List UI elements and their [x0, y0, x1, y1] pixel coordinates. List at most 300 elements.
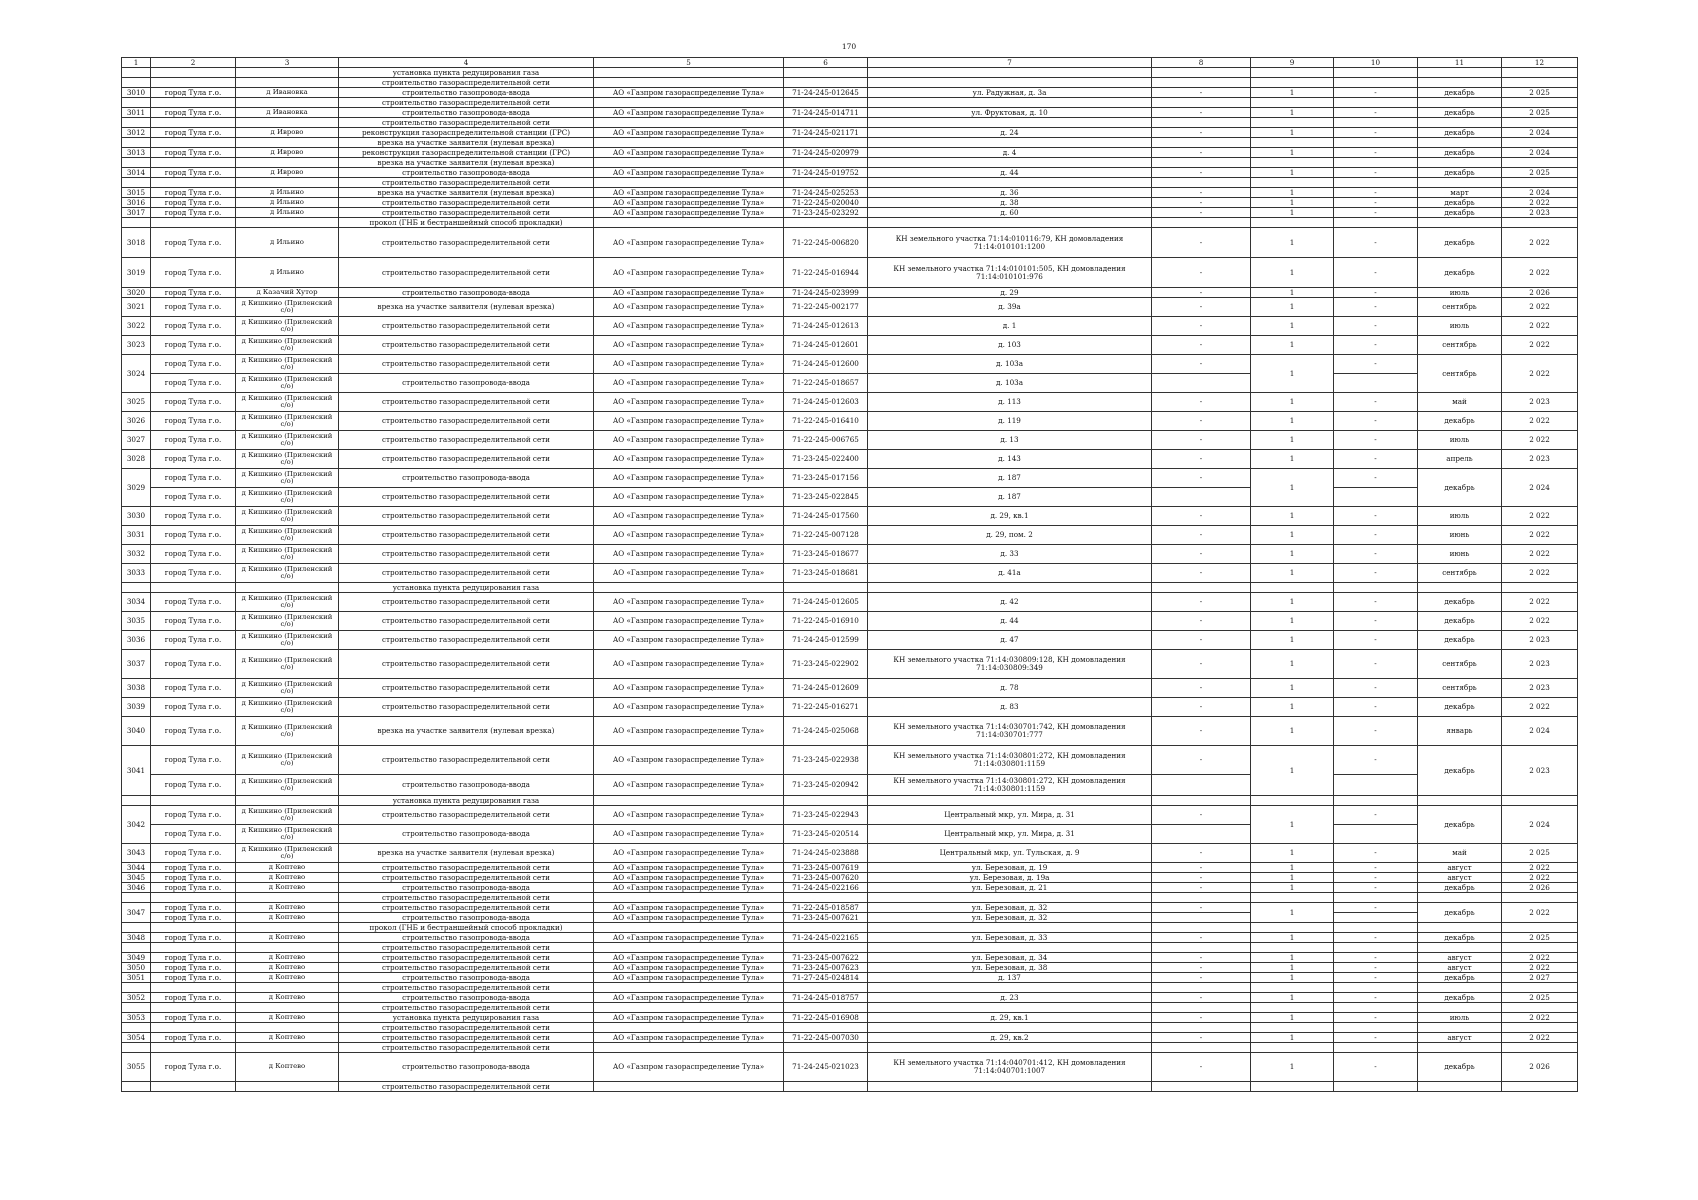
application-number: 71-24-245-018757: [784, 993, 868, 1003]
application-number: 71-24-245-012601: [784, 336, 868, 355]
row-number: 3044: [122, 863, 151, 873]
year: 2 023: [1502, 631, 1578, 650]
empty-cell: [868, 118, 1152, 128]
row-number: 3037: [122, 650, 151, 679]
work-type: строительство газораспределительной сети: [339, 631, 594, 650]
municipality: город Тула г.о.: [151, 806, 236, 825]
organization: АО «Газпром газораспределение Тула»: [594, 775, 784, 796]
address: д. 47: [868, 631, 1152, 650]
organization: АО «Газпром газораспределение Тула»: [594, 825, 784, 844]
locality: д Ильино: [236, 228, 339, 258]
work-note: строительство газораспределительной сети: [339, 1082, 594, 1092]
municipality: город Тула г.о.: [151, 1053, 236, 1082]
empty-cell: [594, 78, 784, 88]
municipality: город Тула г.о.: [151, 450, 236, 469]
organization: АО «Газпром газораспределение Тула»: [594, 903, 784, 913]
municipality: город Тула г.о.: [151, 208, 236, 218]
address: д. 29, кв.1: [868, 507, 1152, 526]
application-number: 71-23-245-022902: [784, 650, 868, 679]
empty-cell: [151, 68, 236, 78]
work-type: строительство газопровода-ввода: [339, 469, 594, 488]
table-row: [122, 679, 1578, 698]
month: август: [1418, 963, 1502, 973]
application-number: 71-22-245-016910: [784, 612, 868, 631]
year: 2 025: [1502, 933, 1578, 943]
column-header: 11: [1418, 58, 1502, 68]
row-number: 3051: [122, 973, 151, 983]
year: 2 022: [1502, 198, 1578, 208]
empty-cell: [868, 78, 1152, 88]
value-col8: -: [1152, 1013, 1251, 1023]
empty-cell: [784, 178, 868, 188]
locality: д Коптево: [236, 973, 339, 983]
empty-cell: [868, 178, 1152, 188]
empty-cell: [1152, 583, 1251, 593]
empty-cell: [236, 178, 339, 188]
value-col8: -: [1152, 88, 1251, 98]
month: сентябрь: [1418, 336, 1502, 355]
value-col8: -: [1152, 883, 1251, 893]
work-type: врезка на участке заявителя (нулевая врезка): [339, 188, 594, 198]
year: 2 026: [1502, 883, 1578, 893]
value-col10: -: [1334, 148, 1418, 158]
value-col8: [1152, 913, 1251, 923]
empty-cell: [1502, 1023, 1578, 1033]
empty-cell: [122, 923, 151, 933]
year: 2 026: [1502, 288, 1578, 298]
note-row: [122, 1023, 1578, 1033]
application-number: 71-24-245-025253: [784, 188, 868, 198]
empty-cell: [784, 138, 868, 148]
table-row: [122, 298, 1578, 317]
address: д. 113: [868, 393, 1152, 412]
application-number: 71-23-245-018681: [784, 564, 868, 583]
empty-cell: [868, 1023, 1152, 1033]
empty-cell: [1418, 98, 1502, 108]
count: 1: [1251, 564, 1334, 583]
value-col8: -: [1152, 564, 1251, 583]
row-number: 3030: [122, 507, 151, 526]
municipality: город Тула г.о.: [151, 298, 236, 317]
year: 2 022: [1502, 953, 1578, 963]
locality: д Коптево: [236, 903, 339, 913]
empty-cell: [122, 138, 151, 148]
value-col8: -: [1152, 679, 1251, 698]
value-col10: -: [1334, 973, 1418, 983]
empty-cell: [236, 583, 339, 593]
work-type: строительство газораспределительной сети: [339, 806, 594, 825]
empty-cell: [122, 1003, 151, 1013]
value-col8: -: [1152, 903, 1251, 913]
month: декабрь: [1418, 612, 1502, 631]
year: 2 023: [1502, 393, 1578, 412]
work-note: строительство газораспределительной сети: [339, 1043, 594, 1053]
table-row: [122, 883, 1578, 893]
address: ул. Радужная, д. 3а: [868, 88, 1152, 98]
year: 2 022: [1502, 355, 1578, 393]
application-number: 71-23-245-022845: [784, 488, 868, 507]
empty-cell: [122, 98, 151, 108]
value-col10: -: [1334, 450, 1418, 469]
empty-cell: [1418, 943, 1502, 953]
empty-cell: [784, 158, 868, 168]
organization: АО «Газпром газораспределение Тула»: [594, 374, 784, 393]
count: 1: [1251, 545, 1334, 564]
empty-cell: [1502, 158, 1578, 168]
municipality: город Тула г.о.: [151, 650, 236, 679]
work-type: строительство газораспределительной сети: [339, 507, 594, 526]
organization: АО «Газпром газораспределение Тула»: [594, 650, 784, 679]
sub-row: [122, 913, 1578, 923]
value-col8: -: [1152, 298, 1251, 317]
empty-cell: [1502, 98, 1578, 108]
application-number: 71-24-245-014711: [784, 108, 868, 118]
work-type: строительство газопровода-ввода: [339, 913, 594, 923]
work-note: установка пункта редуцирования газа: [339, 583, 594, 593]
locality: д Иврово: [236, 128, 339, 138]
note-row: [122, 218, 1578, 228]
row-number: 3024: [122, 355, 151, 393]
column-header: 9: [1251, 58, 1334, 68]
month: декабрь: [1418, 88, 1502, 98]
year: 2 023: [1502, 679, 1578, 698]
value-col8: -: [1152, 507, 1251, 526]
column-header: 5: [594, 58, 784, 68]
year: 2 023: [1502, 208, 1578, 218]
application-number: 71-22-245-016271: [784, 698, 868, 717]
month: сентябрь: [1418, 298, 1502, 317]
empty-cell: [236, 68, 339, 78]
empty-cell: [151, 943, 236, 953]
locality: д Ивановка: [236, 108, 339, 118]
empty-cell: [236, 218, 339, 228]
column-header: 10: [1334, 58, 1418, 68]
empty-cell: [1152, 796, 1251, 806]
note-row: [122, 923, 1578, 933]
sub-row: [122, 825, 1578, 844]
empty-cell: [868, 983, 1152, 993]
row-number: 3048: [122, 933, 151, 943]
count: 1: [1251, 108, 1334, 118]
value-col8: -: [1152, 993, 1251, 1003]
table-row: [122, 355, 1578, 374]
empty-cell: [1251, 1082, 1334, 1092]
locality: д Кишкино (Приленский с/о): [236, 746, 339, 775]
work-type: строительство газопровода-ввода: [339, 288, 594, 298]
row-number: 3039: [122, 698, 151, 717]
page-number: 170: [841, 42, 857, 51]
value-col8: -: [1152, 198, 1251, 208]
count: 1: [1251, 168, 1334, 178]
empty-cell: [1418, 1082, 1502, 1092]
value-col8: [1152, 374, 1251, 393]
table-row: [122, 1013, 1578, 1023]
value-col10: -: [1334, 993, 1418, 1003]
month: декабрь: [1418, 993, 1502, 1003]
year: 2 022: [1502, 545, 1578, 564]
note-row: [122, 943, 1578, 953]
note-row: [122, 583, 1578, 593]
value-col8: -: [1152, 933, 1251, 943]
month: июнь: [1418, 545, 1502, 564]
value-col8: -: [1152, 317, 1251, 336]
empty-cell: [1152, 218, 1251, 228]
empty-cell: [1251, 98, 1334, 108]
application-number: 71-27-245-024814: [784, 973, 868, 983]
value-col10: [1334, 825, 1418, 844]
month: май: [1418, 844, 1502, 863]
row-number: 3029: [122, 469, 151, 507]
empty-cell: [1334, 923, 1418, 933]
locality: д Ильино: [236, 208, 339, 218]
empty-cell: [122, 158, 151, 168]
empty-cell: [1251, 78, 1334, 88]
municipality: город Тула г.о.: [151, 679, 236, 698]
month: декабрь: [1418, 806, 1502, 844]
work-type: строительство газораспределительной сети: [339, 698, 594, 717]
table-row: [122, 1053, 1578, 1082]
month: июль: [1418, 288, 1502, 298]
organization: АО «Газпром газораспределение Тула»: [594, 883, 784, 893]
empty-cell: [151, 923, 236, 933]
empty-cell: [1502, 138, 1578, 148]
organization: АО «Газпром газораспределение Тула»: [594, 228, 784, 258]
count: 1: [1251, 883, 1334, 893]
empty-cell: [784, 943, 868, 953]
empty-cell: [784, 78, 868, 88]
value-col8: -: [1152, 973, 1251, 983]
municipality: город Тула г.о.: [151, 148, 236, 158]
year: 2 023: [1502, 650, 1578, 679]
municipality: город Тула г.о.: [151, 393, 236, 412]
organization: АО «Газпром газораспределение Тула»: [594, 526, 784, 545]
address: Центральный мкр, ул. Тульская, д. 9: [868, 844, 1152, 863]
value-col10: -: [1334, 355, 1418, 374]
empty-cell: [151, 98, 236, 108]
empty-cell: [1152, 1023, 1251, 1033]
value-col10: -: [1334, 298, 1418, 317]
application-number: 71-23-245-023292: [784, 208, 868, 218]
work-note: строительство газораспределительной сети: [339, 98, 594, 108]
year: 2 022: [1502, 412, 1578, 431]
value-col10: -: [1334, 469, 1418, 488]
empty-cell: [868, 218, 1152, 228]
empty-cell: [1502, 943, 1578, 953]
empty-cell: [1334, 583, 1418, 593]
organization: АО «Газпром газораспределение Тула»: [594, 288, 784, 298]
address: д. 187: [868, 469, 1152, 488]
locality: д Коптево: [236, 863, 339, 873]
empty-cell: [594, 583, 784, 593]
month: август: [1418, 1033, 1502, 1043]
row-number: 3014: [122, 168, 151, 178]
address: д. 137: [868, 973, 1152, 983]
work-note: строительство газораспределительной сети: [339, 943, 594, 953]
work-type: строительство газораспределительной сети: [339, 963, 594, 973]
work-type: строительство газораспределительной сети: [339, 336, 594, 355]
organization: АО «Газпром газораспределение Тула»: [594, 128, 784, 138]
application-number: 71-22-245-018587: [784, 903, 868, 913]
month: июль: [1418, 317, 1502, 336]
work-note: строительство газораспределительной сети: [339, 1023, 594, 1033]
empty-cell: [784, 796, 868, 806]
organization: АО «Газпром газораспределение Тула»: [594, 844, 784, 863]
value-col10: -: [1334, 903, 1418, 913]
empty-cell: [1334, 78, 1418, 88]
year: 2 024: [1502, 128, 1578, 138]
column-header: 6: [784, 58, 868, 68]
month: декабрь: [1418, 148, 1502, 158]
value-col10: -: [1334, 883, 1418, 893]
municipality: город Тула г.о.: [151, 873, 236, 883]
year: 2 022: [1502, 903, 1578, 923]
year: 2 022: [1502, 258, 1578, 288]
locality: д Кишкино (Приленский с/о): [236, 507, 339, 526]
value-col10: [1334, 488, 1418, 507]
empty-cell: [1334, 158, 1418, 168]
value-col10: -: [1334, 317, 1418, 336]
count: 1: [1251, 631, 1334, 650]
empty-cell: [236, 78, 339, 88]
note-row: [122, 1082, 1578, 1092]
value-col10: -: [1334, 431, 1418, 450]
application-number: 71-24-245-012645: [784, 88, 868, 98]
municipality: город Тула г.о.: [151, 128, 236, 138]
municipality: город Тула г.о.: [151, 717, 236, 746]
empty-cell: [1251, 1023, 1334, 1033]
empty-cell: [1251, 218, 1334, 228]
empty-cell: [594, 923, 784, 933]
value-col8: -: [1152, 963, 1251, 973]
count: 1: [1251, 717, 1334, 746]
locality: д Кишкино (Приленский с/о): [236, 631, 339, 650]
table-row: [122, 188, 1578, 198]
work-note: установка пункта редуцирования газа: [339, 68, 594, 78]
row-number: 3010: [122, 88, 151, 98]
empty-cell: [1502, 1003, 1578, 1013]
table-row: [122, 973, 1578, 983]
work-type: реконструкция газораспределительной станции (ГРС): [339, 148, 594, 158]
locality: д Кишкино (Приленский с/о): [236, 431, 339, 450]
organization: АО «Газпром газораспределение Тула»: [594, 488, 784, 507]
address: д. 44: [868, 612, 1152, 631]
empty-cell: [236, 923, 339, 933]
table-row: [122, 148, 1578, 158]
value-col8: -: [1152, 258, 1251, 288]
month: декабрь: [1418, 746, 1502, 796]
count: 1: [1251, 593, 1334, 612]
address: ул. Березовая, д. 32: [868, 903, 1152, 913]
municipality: город Тула г.о.: [151, 1033, 236, 1043]
address: д. 41а: [868, 564, 1152, 583]
address: ул. Березовая, д. 34: [868, 953, 1152, 963]
note-row: [122, 983, 1578, 993]
organization: АО «Газпром газораспределение Тула»: [594, 717, 784, 746]
empty-cell: [236, 98, 339, 108]
locality: д Кишкино (Приленский с/о): [236, 806, 339, 825]
application-number: 71-22-245-016908: [784, 1013, 868, 1023]
work-note: строительство газораспределительной сети: [339, 1003, 594, 1013]
value-col8: -: [1152, 1033, 1251, 1043]
address: КН земельного участка 71:14:010101:505, КН домовладения 71:14:010101:976: [868, 258, 1152, 288]
organization: АО «Газпром газораспределение Тула»: [594, 933, 784, 943]
note-row: [122, 178, 1578, 188]
sub-row: [122, 775, 1578, 796]
empty-cell: [236, 943, 339, 953]
row-number: 3054: [122, 1033, 151, 1043]
application-number: 71-22-245-018657: [784, 374, 868, 393]
value-col8: [1152, 825, 1251, 844]
locality: д Кишкино (Приленский с/о): [236, 412, 339, 431]
address: д. 36: [868, 188, 1152, 198]
application-number: 71-24-245-017560: [784, 507, 868, 526]
organization: АО «Газпром газораспределение Тула»: [594, 188, 784, 198]
municipality: город Тула г.о.: [151, 993, 236, 1003]
empty-cell: [1418, 78, 1502, 88]
month: декабрь: [1418, 128, 1502, 138]
value-col8: -: [1152, 806, 1251, 825]
address: д. 29, пом. 2: [868, 526, 1152, 545]
empty-cell: [594, 893, 784, 903]
note-row: [122, 78, 1578, 88]
empty-cell: [868, 138, 1152, 148]
organization: АО «Газпром газораспределение Тула»: [594, 631, 784, 650]
empty-cell: [1334, 68, 1418, 78]
row-number: 3026: [122, 412, 151, 431]
value-col10: -: [1334, 393, 1418, 412]
organization: АО «Газпром газораспределение Тула»: [594, 450, 784, 469]
count: 1: [1251, 526, 1334, 545]
empty-cell: [1334, 98, 1418, 108]
empty-cell: [784, 923, 868, 933]
work-type: строительство газораспределительной сети: [339, 593, 594, 612]
locality: д Иврово: [236, 148, 339, 158]
organization: АО «Газпром газораспределение Тула»: [594, 873, 784, 883]
table-row: [122, 526, 1578, 545]
empty-cell: [1334, 1023, 1418, 1033]
year: 2 022: [1502, 431, 1578, 450]
value-col10: -: [1334, 168, 1418, 178]
locality: д Коптево: [236, 963, 339, 973]
work-note: прокол (ГНБ и бестраншейный способ прокладки): [339, 218, 594, 228]
organization: АО «Газпром газораспределение Тула»: [594, 953, 784, 963]
work-type: строительство газопровода-ввода: [339, 775, 594, 796]
application-number: 71-23-245-020942: [784, 775, 868, 796]
work-type: строительство газопровода-ввода: [339, 374, 594, 393]
application-number: 71-23-245-007621: [784, 913, 868, 923]
organization: АО «Газпром газораспределение Тула»: [594, 593, 784, 612]
table-row: [122, 953, 1578, 963]
value-col8: -: [1152, 698, 1251, 717]
locality: д Кишкино (Приленский с/о): [236, 450, 339, 469]
locality: д Коптево: [236, 933, 339, 943]
address: д. 24: [868, 128, 1152, 138]
count: 1: [1251, 993, 1334, 1003]
table-row: [122, 208, 1578, 218]
empty-cell: [1251, 1043, 1334, 1053]
row-number: 3038: [122, 679, 151, 698]
empty-cell: [784, 98, 868, 108]
address: ул. Березовая, д. 19а: [868, 873, 1152, 883]
year: 2 022: [1502, 564, 1578, 583]
work-type: строительство газораспределительной сети: [339, 1033, 594, 1043]
table-row: [122, 963, 1578, 973]
empty-cell: [1152, 68, 1251, 78]
table-row: [122, 317, 1578, 336]
year: 2 024: [1502, 188, 1578, 198]
year: 2 025: [1502, 168, 1578, 178]
organization: АО «Газпром газораспределение Тула»: [594, 1013, 784, 1023]
